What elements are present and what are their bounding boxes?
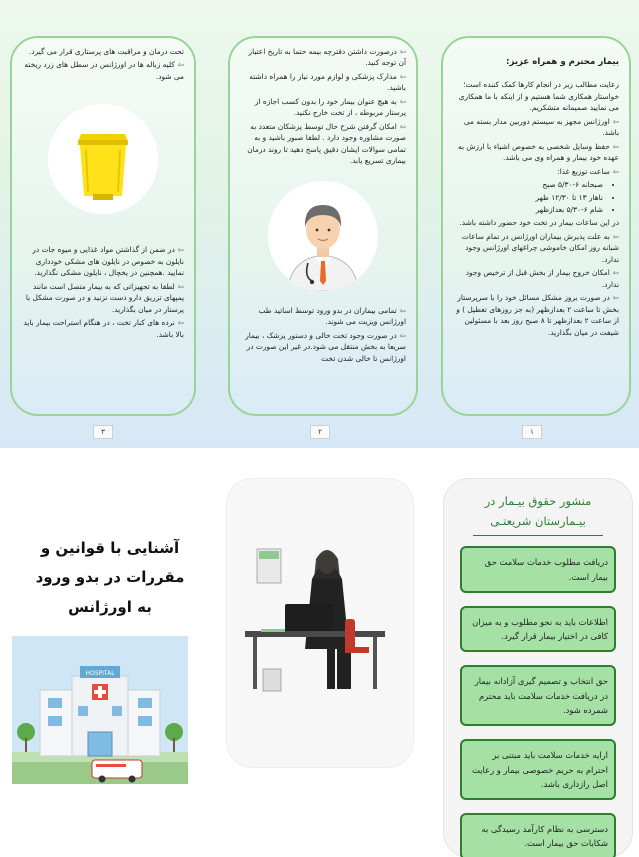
meal-time: • صبحانه ۶-۵/۳۰ صبح [453, 179, 603, 190]
chair-icon [345, 619, 355, 649]
doctor-illustration [268, 181, 378, 291]
meal-times-list [453, 179, 619, 215]
arrow-icon: ⇦ [177, 318, 184, 328]
arrow-icon: ⇦ [612, 231, 619, 241]
arrow-icon: ⇦ [612, 166, 619, 176]
arrow-icon: ⇦ [177, 60, 184, 70]
waste-basket-icon [263, 669, 281, 691]
hospital-building-icon [12, 636, 188, 784]
panel-title: بیمار محترم و همراه عزیز: [506, 57, 619, 67]
patient-rights-charter [443, 478, 633, 857]
right-box: اطلاعات باید به نحو مطلوب و به میزان کافی در اختیار بیمار قرار گیرد. [460, 606, 616, 653]
list-item: ⇦در صورت بروز مشکل مسائل خود را با سرپرستار بخش تا ساعت ۲ بعدازظهر (به جز روزهای تعطیل ) و از ساعت ۲ بعدازظهر تا ۸ صبح روز بعد با مسئولین شیفت در میان بگذارید. [456, 293, 619, 337]
list-item: ⇦لطفا به تجهیزاتی که به بیمار متصل است مانند پمپهای تزریق دارو دست نزنید و در صورت مشکل با پرستار در میان بگذارید. [25, 281, 184, 314]
list-item: ⇦نرده های کنار تخت ، در هنگام استراحت بیمار باید بالا باشد. [23, 318, 184, 339]
list-item: ⇦درصورت داشتن دفترچه بیمه حتما به تاریخ اعتبار آن توجه کنید. [248, 47, 406, 68]
receptionist-desk-illustration [227, 479, 415, 769]
arrow-icon: ⇦ [612, 293, 619, 303]
hospital-sign-text: HOSPITAL [85, 670, 115, 677]
list-item: ⇦در صورت وجود تخت خالی و دستور پزشک ، بیمار سریعا به بخش منتقل می شود.در غیر این صورت در اورژانس تا خالی شدن تخت [245, 330, 406, 363]
panel-admission-notes [228, 36, 418, 416]
meal-time: • شام ۶-۵/۳۰ بعدازظهر [453, 204, 603, 215]
arrow-icon: ⇦ [399, 305, 406, 315]
doctor-avatar-icon [268, 181, 378, 291]
page-number: ۱ [522, 425, 542, 439]
list-item: تحت درمان و مراقبت های پرستاری قرار می گیرد. [29, 47, 184, 56]
list-item: ⇦امکان خروج بیمار از بخش قبل از ترخیص وجود ندارد. [465, 268, 619, 289]
arrow-icon: ⇦ [612, 141, 619, 151]
list-item: ⇦کلیه زباله ها در اورژانس در سطل های زرد ریخته می شود. [24, 60, 184, 81]
list-item: ⇦مدارک پزشکی و لوازم مورد نیاز را همراه داشته باشید. [249, 71, 406, 93]
list-item: ⇦به علت پذیرش بیماران اورژانس در تمام ساعات شبانه روز امکان خاموشی چراغهای اورژانس وجود ندارد. [461, 231, 619, 264]
arrow-icon: ⇦ [612, 268, 619, 278]
list-item: ⇦تمامی بیماران در بدو ورود توسط اساتید طب اورژانس ویزیت می شوند. [258, 305, 406, 327]
right-box: دریافت مطلوب خدمات سلامت حق بیمار است. [460, 546, 616, 593]
trash-bin-illustration [48, 104, 158, 214]
title-underline [473, 535, 603, 536]
intro-text: رعایت مطالب زیر در انجام کارها کمک کننده است؛ خواستار همکاری شما هستیم و از اینکه با ما همکاری می نمایید صمیمانه متشکریم. [458, 80, 619, 113]
receptionist-panel [226, 478, 414, 768]
page-number: ۳ [93, 425, 113, 439]
arrow-icon: ⇦ [177, 281, 184, 291]
arrow-icon: ⇦ [399, 71, 406, 81]
list-item: ⇦امکان گرفتن شرح حال توسط پزشکان متعدد به صورت مشاوره وجود دارد . لطفا صبور باشید و به تمامی سوالات ایشان دقیق پاسخ دهید تا روند درمان بیماری تسریع یابد. [247, 121, 406, 166]
page-number: ۲ [310, 425, 330, 439]
laptop-icon [285, 604, 333, 634]
arrow-icon: ⇦ [399, 96, 406, 106]
panel-ward-rules [10, 36, 196, 416]
ambulance-icon [92, 760, 142, 778]
panel-patient-guidelines [441, 36, 631, 416]
list-item: ⇦ساعت توزیع غذا: [557, 166, 619, 176]
yellow-trash-bin-icon [48, 104, 158, 214]
arrow-icon: ⇦ [399, 121, 406, 131]
arrow-icon: ⇦ [177, 245, 184, 255]
meal-time: • ناهار ۱۳ تا ۱۲/۳۰ ظهر [453, 192, 603, 203]
arrow-icon: ⇦ [399, 47, 406, 56]
right-box: حق انتخاب و تصمیم گیری آزادانه بیمار در دریافت خدمات سلامت باید محترم شمرده شود. [460, 665, 616, 726]
arrow-icon: ⇦ [612, 116, 619, 126]
right-box: دسترسی به نظام کارآمد رسیدگی به شکایات حق بیمار است. [460, 813, 616, 857]
charter-title: منشور حقوق بیـمار در بیـمارستان شریعتـی [484, 494, 592, 529]
right-box: ارایه خدمات سلامت باید مبتنی بر احترام به حریم خصوصی بیمار و رعایت اصل رازداری باشد. [460, 739, 616, 800]
hospital-illustration [12, 636, 188, 784]
list-item: ⇦به هیچ عنوان بیمار خود را بدون کسب اجازه از پرستار مربوطه ، از تخت خارج نکنید. [254, 96, 406, 118]
list-item: در این ساعات بیمار در تخت خود حضور داشته باشد. [459, 218, 619, 228]
list-item: ⇦در ضمن از گذاشتن مواد غذایی و میوه جات در نایلون به خصوص در نایلون های مشکی خودداری نمایید .همچنین در یخچال ، نایلون مشکی نگذارید. [32, 245, 184, 278]
arrow-icon: ⇦ [399, 330, 406, 340]
list-item: ⇦حفظ وسایل شخصی به خصوص اشیاء با ارزش به عهده خود بیمار و همراه وی می باشد. [457, 141, 619, 163]
list-item: ⇦اورژانس مجهز به سیستم دوربین مدار بسته می باشد. [463, 116, 619, 138]
cover-title: آشنایی با قوانین و مقررات در بدو ورود به اورژانس [35, 539, 185, 616]
